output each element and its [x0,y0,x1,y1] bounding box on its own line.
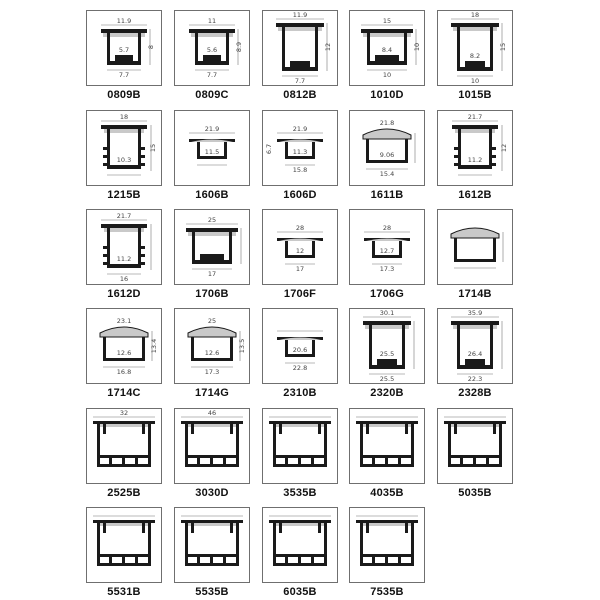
dimension-top: 21.8 [379,119,395,127]
dimension-inner: 5.7 [118,46,130,54]
profile-code-label: 1714G [194,387,230,399]
dimension-inner: 20.6 [292,346,308,354]
profile-cross-section [438,309,512,383]
dimension-bottom: 15.8 [292,166,308,174]
profile-drawing-box [262,308,338,384]
dimension-top: 46 [207,409,217,417]
profile-drawing-box [86,110,162,186]
profile-cross-section [87,409,161,483]
dimension-inner: 8.2 [469,52,481,60]
profile-drawing [269,520,331,566]
dimension-bottom: 10 [382,71,392,79]
dimension-side: 13.4 [150,338,158,354]
profile-drawing [93,421,155,467]
profile-code-label: 2525B [107,487,141,499]
profile-cross-section [350,111,424,185]
profile-drawing-box [174,110,250,186]
profile-drawing-box [262,10,338,86]
dimension-inner: 9.06 [379,151,395,159]
profile-cross-section [87,309,161,383]
dimension-bottom: 7.7 [294,77,306,85]
dimension-inner: 26.4 [467,350,483,358]
profile-cross-section [175,111,249,185]
profile-cross-section [263,508,337,582]
dimension-top: 21.9 [204,125,220,133]
profile-code-label: 5035B [458,487,492,499]
dimension-top: 35.9 [467,309,483,317]
profile-code-label: 5531B [107,586,141,598]
profile-drawing-box [349,209,425,285]
dimension-top: 18 [470,11,480,19]
dimension-bottom: 7.7 [206,71,218,79]
dimension-side: 15 [499,42,507,52]
profile-drawing [276,23,324,71]
dimension-inner: 12 [295,247,305,255]
dimension-inner: 11.3 [292,148,308,156]
profile-code-label: 1706B [195,288,229,300]
dimension-bottom: 16.8 [116,368,132,376]
dimension-bottom: 22.8 [292,364,308,372]
dimension-bottom: 22.3 [467,375,483,383]
profile-drawing-box [174,10,250,86]
profile-drawing-box [349,408,425,484]
dimension-inner: 11.2 [467,156,483,164]
profile-cross-section [263,409,337,483]
dimension-top: 28 [295,224,305,232]
profile-drawing [269,421,331,467]
profile-code-label: 0809B [107,89,141,101]
profile-drawing-box [349,507,425,583]
dimension-inner: 12.7 [379,247,395,255]
profile-drawing-box [174,209,250,285]
profile-drawing-box [349,308,425,384]
dimension-bottom: 25.5 [379,375,395,383]
profile-cross-section [438,111,512,185]
dimension-bottom: 17.3 [379,265,395,273]
profile-code-label: 0812B [283,89,317,101]
profile-code-label: 1612D [107,288,141,300]
dimension-top: 25 [207,216,217,224]
profile-cross-section [175,508,249,582]
profile-cross-section [438,409,512,483]
dimension-inner: 5.6 [206,46,218,54]
profile-drawing [451,321,499,369]
profile-cross-section [87,11,161,85]
profile-cross-section [263,210,337,284]
profile-code-label: 0809C [195,89,229,101]
profile-cross-section [263,11,337,85]
profile-code-label: 1010D [370,89,404,101]
profile-cross-section [175,309,249,383]
profile-cross-section [438,210,512,284]
profile-drawing-box [437,408,513,484]
profile-drawing-box [437,209,513,285]
dimension-bottom: 17 [207,270,217,278]
profile-code-label: 1714B [458,288,492,300]
profile-code-label: 3535B [283,487,317,499]
dimension-side: 8.9 [235,41,243,53]
dimension-bottom: 10 [470,77,480,85]
profile-cross-section [175,409,249,483]
profile-code-label: 4035B [370,487,404,499]
profile-code-label: 1611B [370,189,404,201]
dimension-bottom: 17.3 [204,368,220,376]
profile-cross-section [263,309,337,383]
dimension-top: 21.7 [116,212,132,220]
profile-code-label: 7535B [370,586,404,598]
dimension-top: 11 [207,17,217,25]
dimension-inner: 10.3 [116,156,132,164]
profile-code-label: 6035B [283,586,317,598]
profile-cross-section [87,210,161,284]
profile-drawing-box [174,408,250,484]
profile-drawing-box [437,308,513,384]
profile-drawing [451,23,499,71]
dimension-top: 11.9 [292,11,308,19]
profile-drawing-box [86,507,162,583]
profile-drawing-box [86,308,162,384]
profile-drawing [363,321,411,369]
profile-drawing-box [437,110,513,186]
dimension-top: 23.1 [116,317,132,325]
dimension-top: 30.1 [379,309,395,317]
dimension-side: 15 [149,143,157,153]
profile-drawing-box [86,10,162,86]
dimension-bottom: 17 [295,265,305,273]
profile-drawing-box [349,110,425,186]
dimension-side: 8 [147,44,155,50]
dimension-side: 12 [500,143,508,153]
dimension-side: 10 [413,42,421,52]
dimension-top: 21.9 [292,125,308,133]
profile-drawing [186,228,238,264]
profile-drawing [356,520,418,566]
profile-cross-section [350,210,424,284]
profile-code-label: 1606D [283,189,317,201]
dimension-top: 32 [119,409,129,417]
profile-code-label: 1606B [195,189,229,201]
profile-drawing-box [349,10,425,86]
dimension-inner: 25.5 [379,350,395,358]
dimension-inner: 11.5 [204,148,220,156]
profile-code-label: 1714C [107,387,141,399]
dimension-top: 11.9 [116,17,132,25]
profile-drawing-box [262,110,338,186]
profile-code-label: 1015B [458,89,492,101]
profile-code-label: 1706G [369,288,405,300]
profile-code-label: 3030D [195,487,229,499]
profile-drawing [181,421,243,467]
profile-drawing-box [86,408,162,484]
profile-cross-section [350,409,424,483]
profile-cross-section [175,11,249,85]
dimension-top: 15 [382,17,392,25]
profile-code-label: 2320B [370,387,404,399]
dimension-side: 6.7 [265,143,273,155]
profile-cross-section [350,508,424,582]
dimension-inner: 11.2 [116,255,132,263]
profile-drawing [356,421,418,467]
profile-cross-section [175,210,249,284]
profile-drawing [451,228,499,262]
profile-code-label: 1215B [107,189,141,201]
dimension-inner: 12.6 [116,349,132,357]
dimension-side: 12 [324,42,332,52]
profile-cross-section [350,11,424,85]
profile-code-label: 2328B [458,387,492,399]
dimension-bottom: 7.7 [118,71,130,79]
profile-cross-section [87,508,161,582]
profile-drawing-box [262,408,338,484]
profile-cross-section [263,111,337,185]
profile-drawing [444,421,506,467]
profile-code-label: 1706F [283,288,317,300]
profile-drawing [93,520,155,566]
dimension-inner: 8.4 [381,46,393,54]
profile-drawing-box [86,209,162,285]
profile-drawing-box [437,10,513,86]
dimension-top: 21.7 [467,113,483,121]
dimension-top: 25 [207,317,217,325]
dimension-bottom: 15.4 [379,170,395,178]
profile-drawing-box [262,507,338,583]
profile-drawing-box [262,209,338,285]
profile-code-label: 5535B [195,586,229,598]
profile-drawing [181,520,243,566]
dimension-top: 18 [119,113,129,121]
dimension-top: 28 [382,224,392,232]
profile-code-label: 1612B [458,189,492,201]
profile-drawing-box [174,308,250,384]
profile-cross-section [350,309,424,383]
profile-code-label: 2310B [283,387,317,399]
dimension-inner: 12.6 [204,349,220,357]
profile-cross-section [438,11,512,85]
dimension-side: 13.5 [238,338,246,354]
dimension-bottom: 16 [119,275,129,283]
profile-drawing-box [174,507,250,583]
profile-cross-section [87,111,161,185]
